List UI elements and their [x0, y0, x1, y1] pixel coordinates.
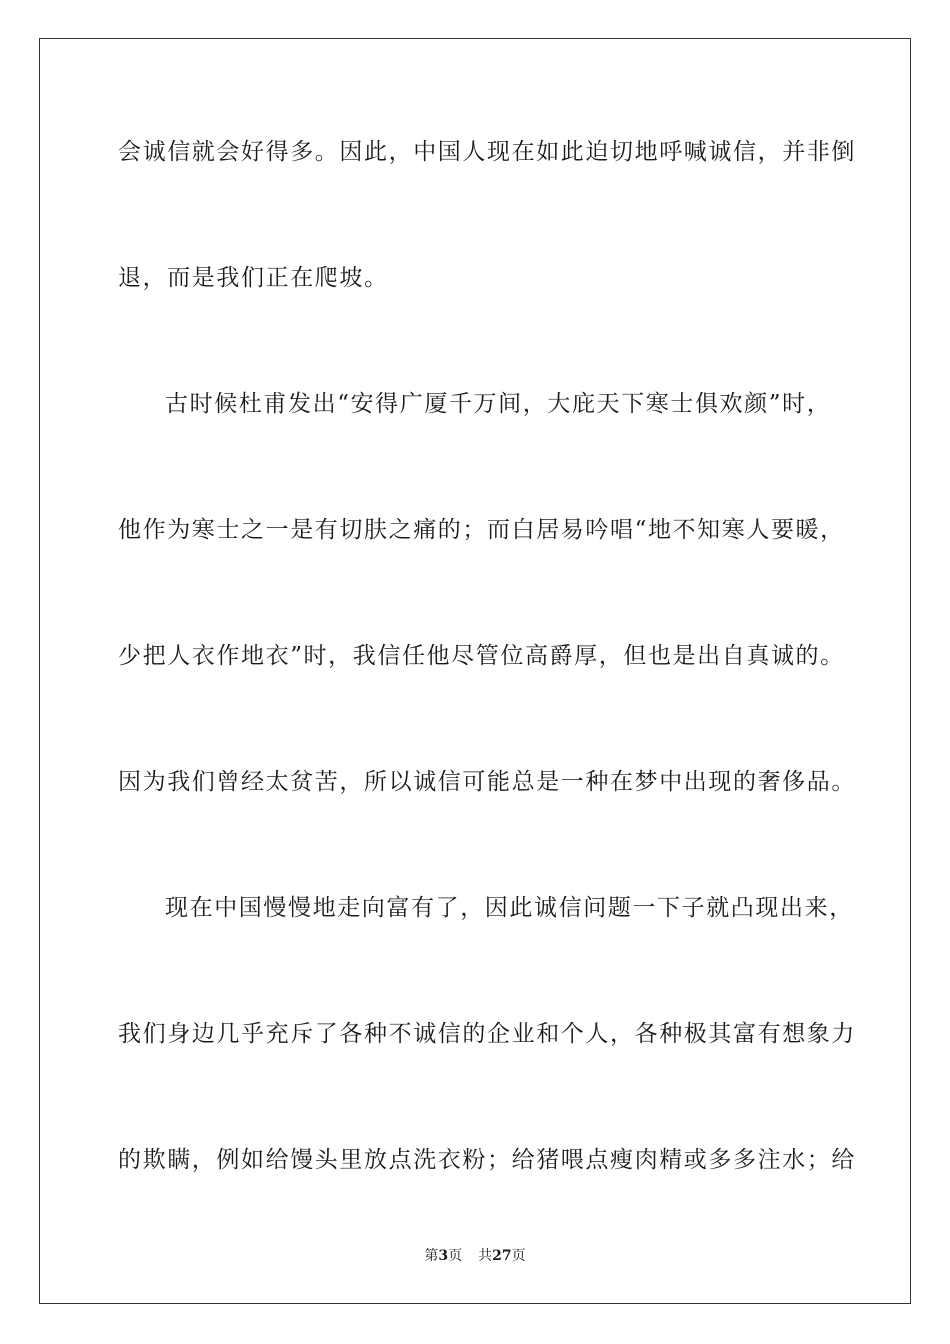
total-suffix: 页 [511, 1248, 526, 1264]
page-number: 3 [438, 1248, 449, 1264]
page-footer [0, 1246, 950, 1266]
page-border [39, 38, 911, 1304]
text-line: 因为我们曾经太贫苦，所以诚信可能总是一种在梦中出现的奢侈品。 [118, 769, 856, 795]
text-line: 会诚信就会好得多。因此，中国人现在如此迫切地呼喊诚信，并非倒 [118, 139, 856, 165]
page-prefix: 第 [424, 1248, 439, 1264]
paragraph-first-line: 古时候杜甫发出“安得广厦千万间，大庇天下寒士俱欢颜”时， [165, 391, 832, 417]
text-line: 的欺瞒，例如给馒头里放点洗衣粉；给猪喂点瘦肉精或多多注水；给 [118, 1147, 856, 1173]
paragraph-first-line: 现在中国慢慢地走向富有了，因此诚信问题一下子就凸现出来， [165, 895, 854, 921]
text-line: 退，而是我们正在爬坡。 [118, 265, 389, 291]
total-prefix: 共 [478, 1248, 493, 1264]
total-pages: 27 [492, 1248, 512, 1264]
text-line: 少把人衣作地衣”时，我信任他尽管位高爵厚，但也是出自真诚的。 [118, 643, 845, 669]
page-suffix: 页 [448, 1248, 463, 1264]
text-line: 我们身边几乎充斥了各种不诚信的企业和个人，各种极其富有想象力 [118, 1021, 856, 1047]
text-line: 他作为寒士之一是有切肤之痛的；而白居易吟唱“地不知寒人要暖， [118, 517, 845, 543]
